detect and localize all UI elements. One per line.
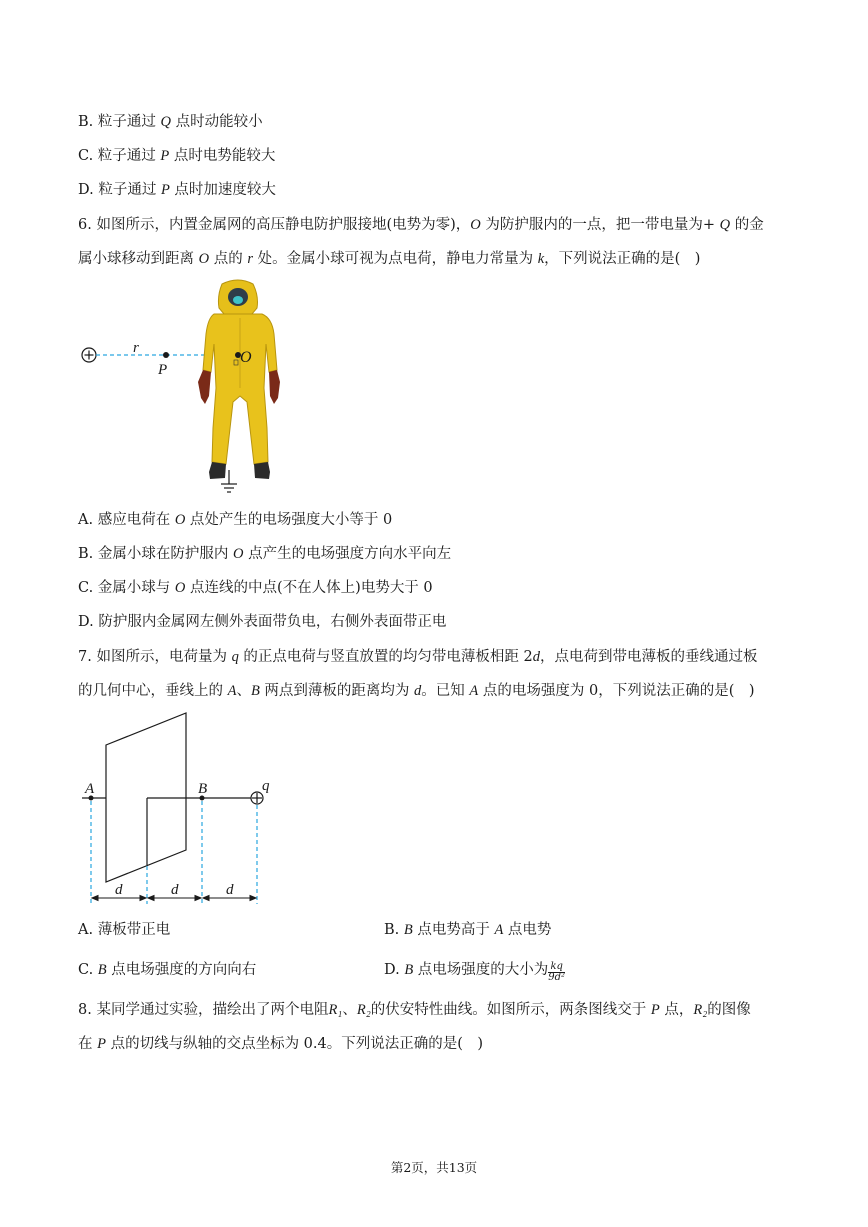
- math-variable: A: [469, 683, 479, 699]
- q7-stem-line-2: [78, 681, 755, 701]
- label-d-1: d: [115, 882, 123, 898]
- text-run: C.: [78, 962, 98, 978]
- q5-option-c: [78, 146, 275, 166]
- math-variable: O: [174, 580, 186, 596]
- math-variable: O: [198, 251, 210, 267]
- text-run: 点，: [659, 1002, 694, 1018]
- q6-option-c: [78, 578, 433, 598]
- fraction-kq-over-9d2: $\frac{kq}{\text{9d²}}$: [548, 961, 566, 983]
- text-run: 。已知: [421, 683, 470, 699]
- label-p: P: [158, 362, 168, 378]
- text-run: 点的: [209, 251, 248, 267]
- text-run: 的几何中心，垂线上的: [78, 683, 228, 699]
- q7-figure: [76, 708, 286, 910]
- text-run: 两点到薄板的距离均为: [259, 683, 415, 699]
- math-variable: B: [97, 962, 107, 978]
- text-run: C. 金属小球与: [78, 580, 175, 596]
- q7-stem-line-1: [78, 647, 758, 667]
- q6-option-b: [78, 544, 451, 564]
- text-run: 、: [342, 1002, 357, 1018]
- text-run: 点电势: [503, 922, 552, 938]
- q6-option-a: [78, 510, 392, 530]
- math-variable: P: [160, 148, 170, 164]
- text-run: B.: [384, 922, 404, 938]
- text-run: 点连线的中点(不在人体上)电势大于 0: [185, 580, 433, 596]
- q8-stem-line-1: [78, 1000, 751, 1020]
- math-variable: B: [250, 683, 260, 699]
- text-run: 的正点电荷与竖直放置的均匀带电薄板相距 2: [238, 649, 533, 665]
- q7-option-d: [384, 960, 565, 983]
- math-variable: B: [404, 962, 414, 978]
- text-run: 处。金属小球可视为点电荷，静电力常量为: [252, 251, 538, 267]
- q5-option-b: [78, 112, 263, 132]
- protective-suit-figure: [198, 280, 280, 479]
- point-p: [163, 352, 169, 358]
- text-run: D. 粒子通过: [78, 182, 161, 198]
- text-run: 6. 如图所示，内置金属网的高压静电防护服接地(电势为零)，: [78, 217, 471, 233]
- math-variable: R₂: [693, 1002, 708, 1018]
- text-run: 点时加速度较大: [169, 182, 276, 198]
- q6-stem-line-2: [78, 249, 700, 269]
- text-run: B. 粒子通过: [78, 114, 161, 130]
- text-run: A. 薄板带正电: [78, 922, 171, 938]
- math-variable: k: [537, 251, 545, 267]
- label-q: q: [262, 778, 270, 794]
- text-run: 7. 如图所示，电荷量为: [78, 649, 232, 665]
- text-run: D.: [384, 962, 405, 978]
- label-o: O: [240, 349, 252, 366]
- text-run: 点时动能较小: [170, 114, 263, 130]
- math-variable: P: [97, 1036, 106, 1052]
- text-run: 为防护服内的一点，把一带电量为+: [480, 217, 720, 233]
- math-variable: O: [470, 217, 481, 233]
- math-variable: d: [414, 683, 422, 699]
- text-run: 点时电势能较大: [169, 148, 276, 164]
- q7-option-c: [78, 960, 256, 980]
- math-variable: P: [650, 1002, 660, 1018]
- text-run: 的图像: [707, 1002, 751, 1018]
- label-a: A: [85, 781, 95, 797]
- math-variable: R₁: [328, 1002, 343, 1018]
- q6-option-d: [78, 612, 446, 632]
- text-run: C. 粒子通过: [78, 148, 161, 164]
- math-variable: P: [160, 182, 170, 198]
- text-run: 点电势高于: [412, 922, 495, 938]
- text-run: 点电场强度的大小为: [413, 962, 549, 978]
- math-variable: A: [227, 683, 237, 699]
- q6-stem-line-1: [78, 215, 764, 235]
- label-d-3: d: [226, 882, 234, 898]
- math-variable: R₂: [356, 1002, 371, 1018]
- page-footer: 第2页，共13页: [390, 1160, 478, 1175]
- text-run: 点的电场强度为 0，下列说法正确的是( ): [478, 683, 755, 699]
- q8-stem-line-2: [78, 1034, 483, 1054]
- text-run: 的金: [730, 217, 764, 233]
- text-run: 属小球移动到距离: [78, 251, 199, 267]
- text-run: A. 感应电荷在: [78, 512, 175, 528]
- q7-option-a: [78, 920, 170, 940]
- math-variable: Q: [160, 114, 171, 130]
- text-run: 、: [236, 683, 251, 699]
- text-run: B. 金属小球在防护服内: [78, 546, 233, 562]
- text-run: D. 防护服内金属网左侧外表面带负电，右侧外表面带正电: [78, 614, 447, 630]
- label-d-2: d: [171, 882, 179, 898]
- text-run: 点处产生的电场强度大小等于 0: [185, 512, 393, 528]
- label-b: B: [198, 781, 208, 797]
- text-run: 在: [78, 1036, 98, 1052]
- label-r: r: [133, 340, 139, 356]
- q6-figure: [76, 278, 296, 500]
- math-variable: O: [232, 546, 244, 562]
- math-variable: O: [174, 512, 186, 528]
- math-variable: B: [403, 922, 413, 938]
- text-run: 点的切线与纵轴的交点坐标为 0.4。下列说法正确的是( ): [105, 1036, 484, 1052]
- text-run: 8. 某同学通过实验，描绘出了两个电阻: [78, 1002, 329, 1018]
- math-variable: d: [532, 649, 541, 665]
- text-run: ，点电荷到带电薄板的垂线通过板: [540, 649, 758, 665]
- math-variable: Q: [719, 217, 731, 233]
- text-run: 的伏安特性曲线。如图所示，两条图线交于: [370, 1002, 651, 1018]
- math-variable: A: [494, 922, 504, 938]
- math-variable: r: [247, 251, 253, 267]
- q7-option-b: [384, 920, 551, 940]
- text-run: 点电场强度的方向向右: [106, 962, 257, 978]
- math-variable: q: [231, 649, 239, 665]
- text-run: ，下列说法正确的是( ): [544, 251, 701, 267]
- q5-option-d: [78, 180, 276, 200]
- text-run: 点产生的电场强度方向水平向左: [243, 546, 452, 562]
